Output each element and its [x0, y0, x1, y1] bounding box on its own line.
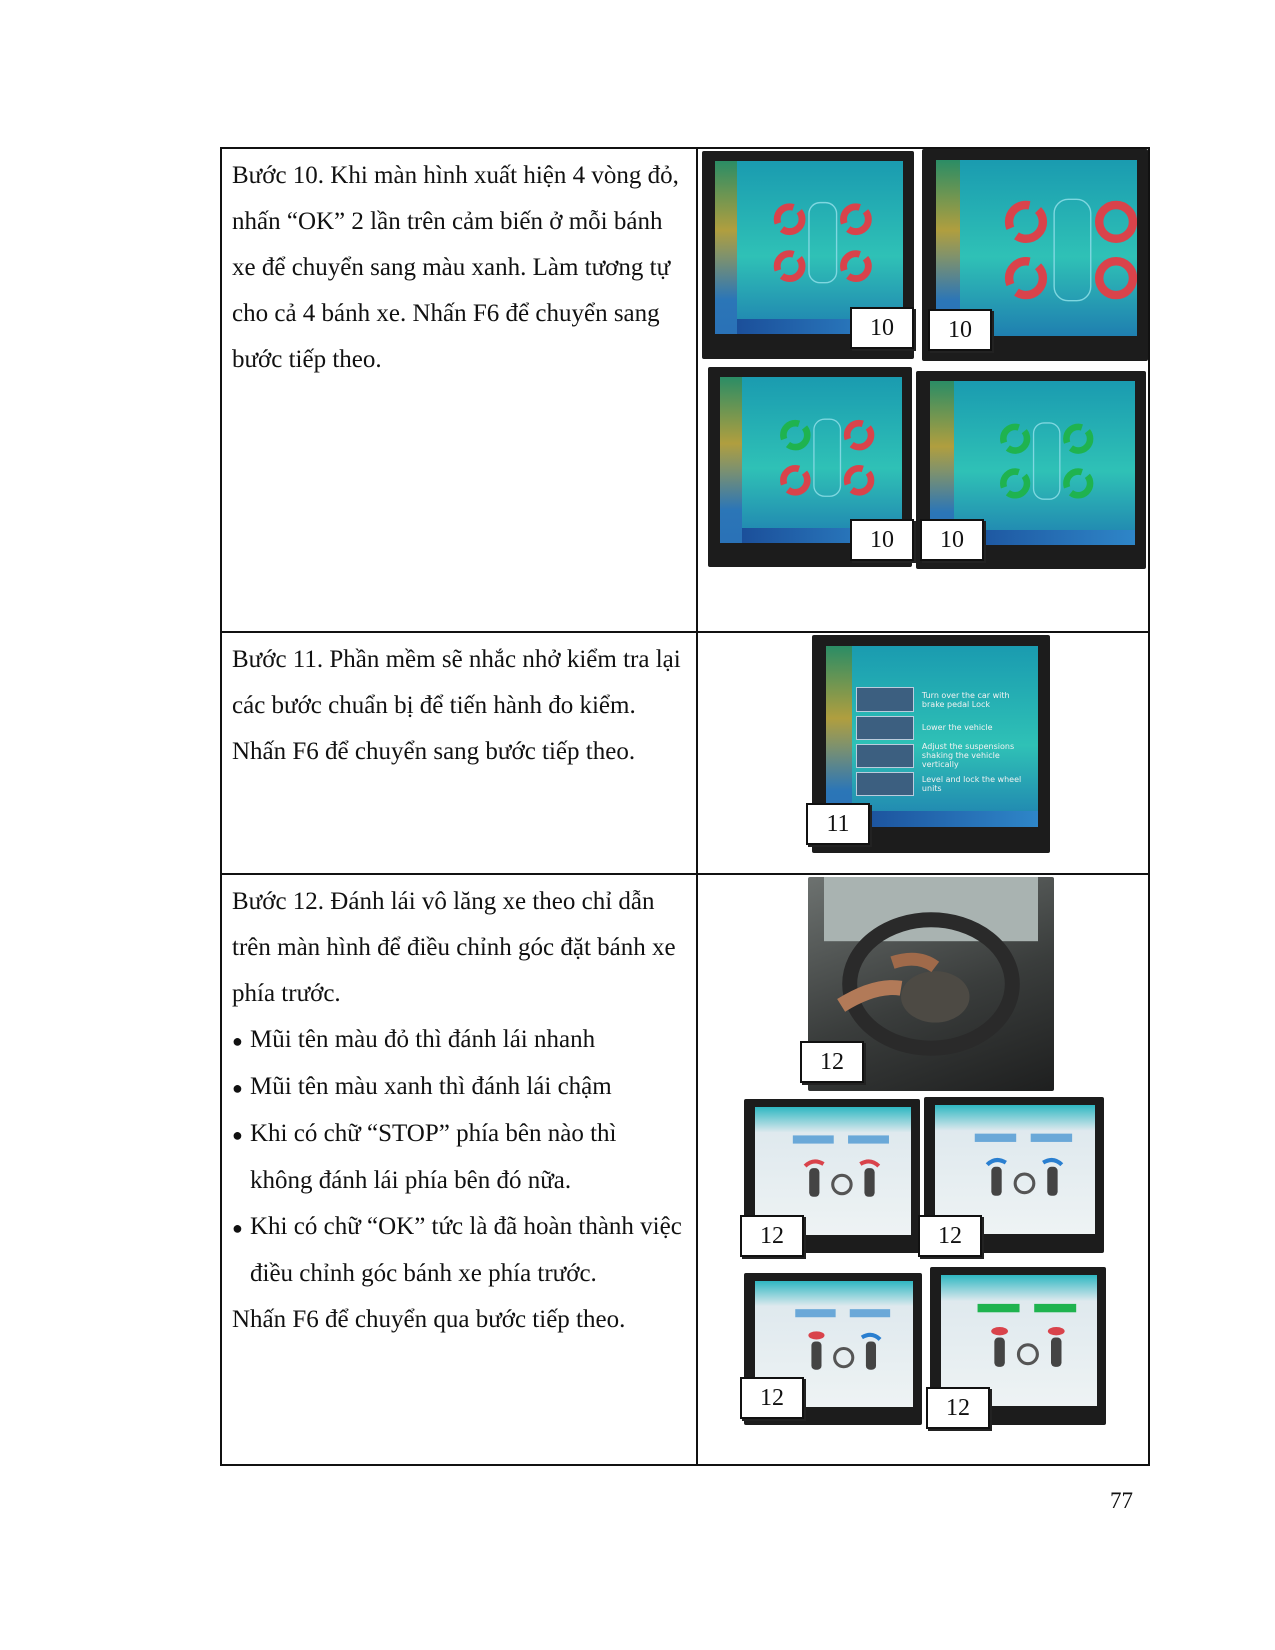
step-12-bullet: ● Mũi tên màu xanh thì đánh lái chậm: [232, 1064, 684, 1111]
red-rings-zoom-icon: [960, 174, 1137, 315]
step-12-images: [697, 874, 1149, 1465]
step-12-bullet: ● Khi có chữ “STOP” phía bên nào thì không đánh lái phía bên đó nữa.: [232, 1111, 684, 1204]
front-wheel-adjust-icon: [959, 1285, 1097, 1390]
bullet-icon: ●: [232, 1125, 243, 1145]
front-wheel-adjust-icon: [954, 1115, 1095, 1219]
bullet-icon: ●: [232, 1218, 243, 1238]
step-12-bullet: ● Mũi tên màu đỏ thì đánh lái nhanh: [232, 1017, 684, 1064]
step-12-outro: Nhấn F6 để chuyển qua bước tiếp theo.: [232, 1306, 626, 1333]
step-10-label-4: 10: [920, 519, 984, 561]
step-12-label-2: 12: [740, 1215, 804, 1257]
step-11-text: [221, 632, 697, 874]
step-10-label-2: 10: [928, 309, 992, 351]
step-12-text: [221, 874, 697, 1465]
mixed-rings-icon: [742, 390, 902, 523]
front-wheel-adjust-icon: [773, 1117, 911, 1219]
step-10-paragraph: Bước 10. Khi màn hình xuất hiện 4 vòng đỏ, nhấn “OK” 2 lần trên cảm biến ở mỗi bánh xe để chuyển sang màu xanh. Làm tương tự cho cả 4 bánh xe. Nhấn F6 để chuyển sang bước tiếp theo.: [232, 162, 679, 373]
suspension-icon: [856, 744, 914, 768]
step-12-intro: Bước 12. Đánh lái vô lăng xe theo chỉ dẫn trên màn hình để điều chỉnh góc đặt bánh xe phía trước.: [232, 888, 676, 1007]
step-12-label-1: 12: [800, 1041, 864, 1083]
step-11-row: [221, 632, 1149, 874]
step-12-label-4: 12: [740, 1377, 804, 1419]
step-10-text: [221, 148, 697, 632]
reminder-item: Lower the vehicle: [856, 714, 1030, 742]
step-12-label-5: 12: [926, 1387, 990, 1429]
step-12-row: [221, 874, 1149, 1465]
vehicle-lift-icon: [856, 716, 914, 740]
steps-table: [220, 147, 1150, 1466]
step-10-images: [697, 148, 1149, 632]
reminder-item: Level and lock the wheel units: [856, 770, 1030, 798]
step-11-label: 11: [806, 803, 870, 845]
step-12-label-3: 12: [918, 1215, 982, 1257]
green-rings-icon: [954, 394, 1134, 525]
bullet-icon: ●: [232, 1078, 243, 1098]
step-11-paragraph: Bước 11. Phần mềm sẽ nhắc nhở kiểm tra lại các bước chuẩn bị để tiến hành đo kiểm. Nhấn F6 để chuyển sang bước tiếp theo.: [232, 646, 681, 765]
bullet-icon: ●: [232, 1031, 243, 1051]
reminder-list: [856, 686, 1030, 798]
step-12-bullet: ● Khi có chữ “OK” tức là đã hoàn thành việc điều chỉnh góc bánh xe phía trước.: [232, 1204, 684, 1297]
step-10-label-1: 10: [850, 307, 914, 349]
red-rings-icon: [737, 175, 903, 313]
step-11-images: [697, 632, 1149, 874]
wheel-unit-icon: [856, 772, 914, 796]
brake-pedal-icon: [856, 687, 914, 711]
step-10-row: [221, 148, 1149, 632]
reminder-item: Turn over the car with brake pedal Lock: [856, 686, 1030, 714]
page-number: 77: [1110, 1488, 1133, 1513]
reminder-item: Adjust the suspensions shaking the vehicle vertically: [856, 742, 1030, 770]
step-10-label-3: 10: [850, 519, 914, 561]
